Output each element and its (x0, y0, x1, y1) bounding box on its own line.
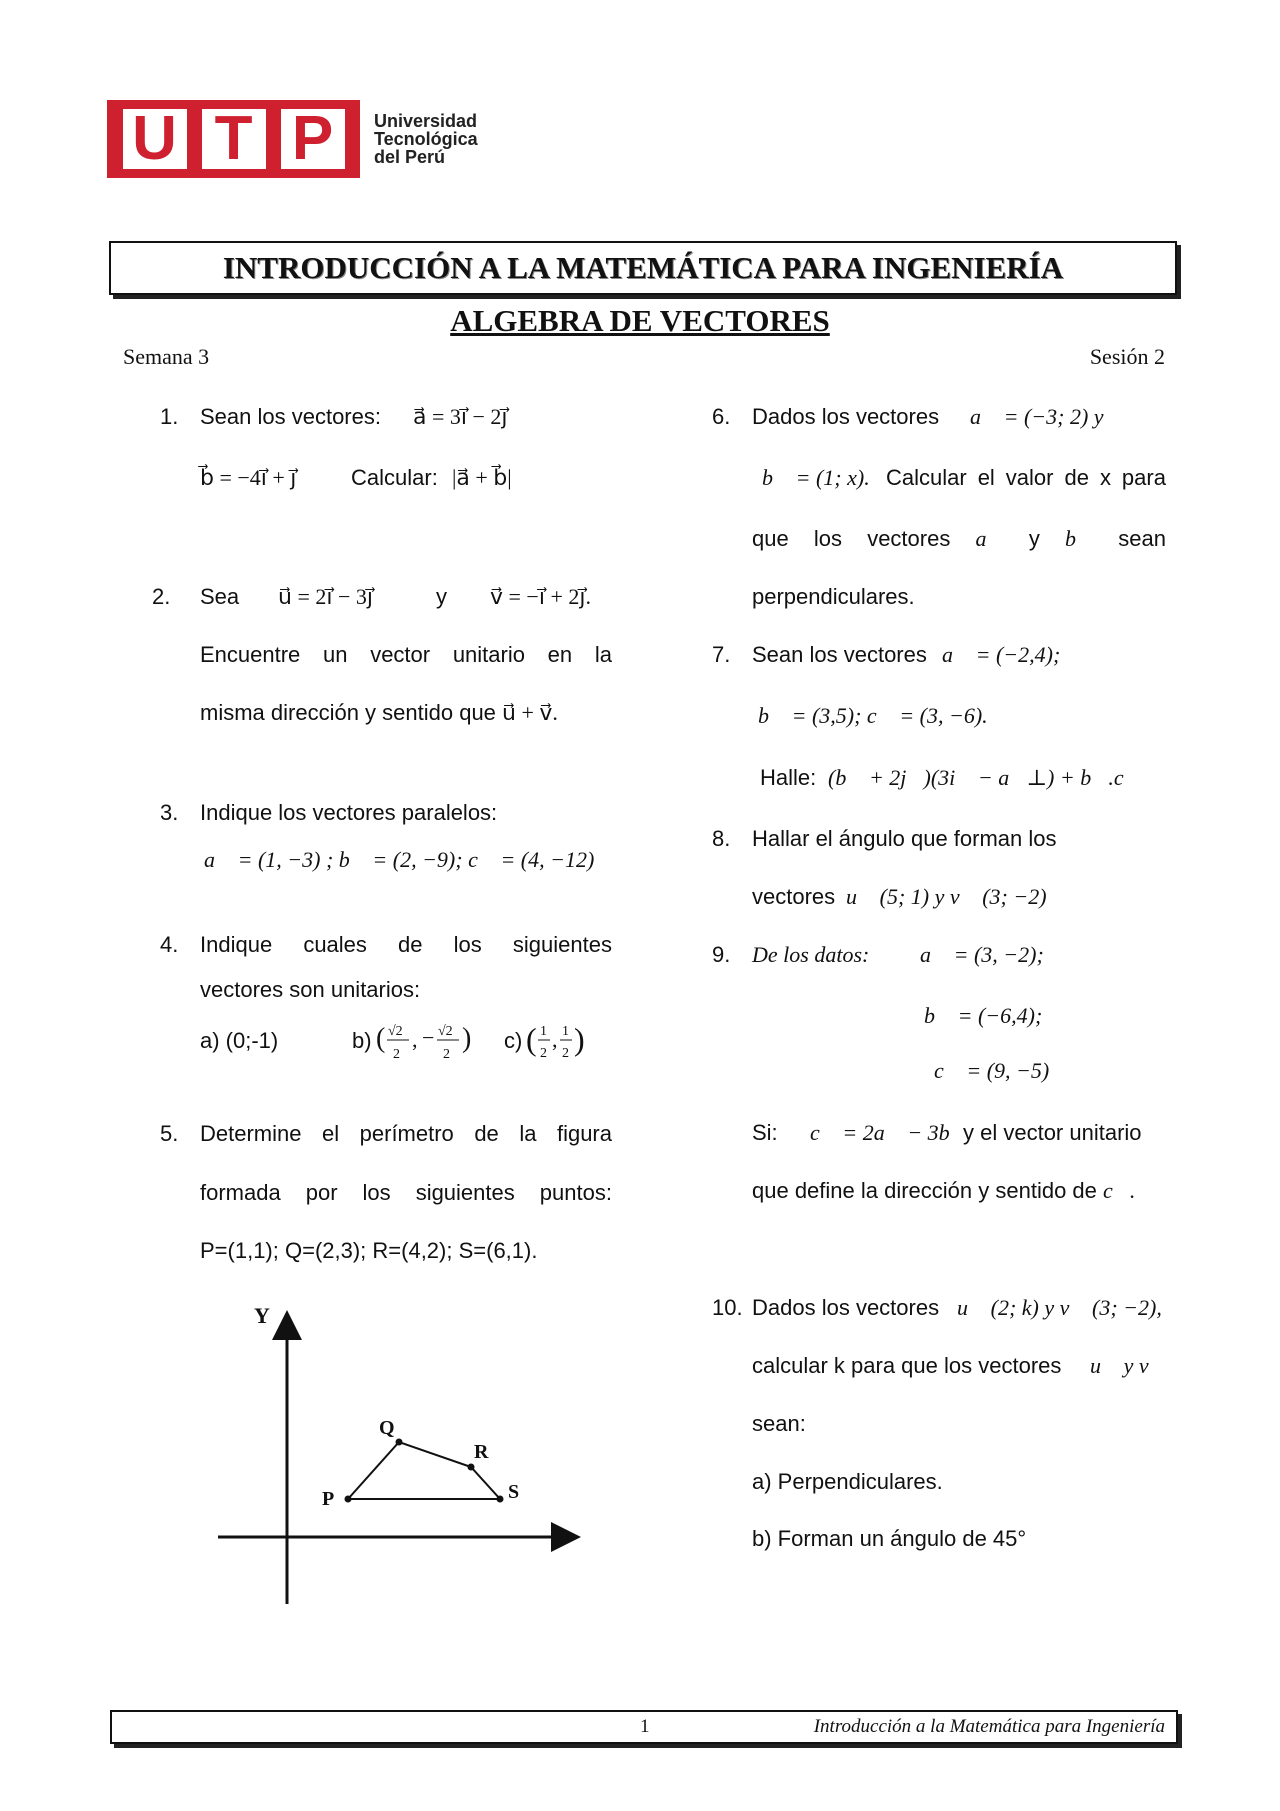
problem-9-rest: y el vector unitario (963, 1120, 1142, 1145)
problem-9-vector-c-end: c⃗. (1103, 1178, 1136, 1203)
problem-10-text: Dados los vectores (752, 1295, 940, 1320)
problem-4-line1 (200, 932, 612, 958)
word: de (474, 1121, 499, 1146)
word: la (519, 1121, 537, 1146)
logo-text (374, 112, 478, 166)
word: de (1064, 465, 1089, 490)
word: x (1099, 465, 1111, 490)
problem-1-text: Sean los vectores: (200, 404, 381, 429)
problem-10-number: 10. (712, 1295, 743, 1320)
logo-letter-t: T (202, 109, 266, 169)
word: unitario (452, 642, 525, 667)
svg-text:2: 2 (393, 1047, 400, 1062)
word: perímetro (359, 1121, 454, 1146)
svg-text:2: 2 (562, 1046, 569, 1061)
word: un (323, 642, 348, 667)
word: por (305, 1180, 338, 1205)
page-title: INTRODUCCIÓN A LA MATEMÁTICA PARA INGENIERÍA (222, 250, 1064, 285)
svg-text:√2: √2 (388, 1024, 403, 1039)
week-label: Semana 3 (123, 344, 210, 369)
svg-text:): ) (574, 1021, 585, 1057)
problem-4-fraction-c (526, 1014, 592, 1064)
problem-4-option-a: a) (0;-1) (200, 1028, 279, 1053)
problem-4-number: 4. (160, 932, 179, 957)
point-p (345, 1496, 352, 1503)
word: siguientes (512, 932, 612, 957)
problem-7-halle: Halle: (760, 765, 817, 790)
problem-1-vector-b: b⃗ = −4i⃗ + j⃗ (200, 465, 297, 490)
title-box (109, 241, 1177, 295)
problem-3-text: Indique los vectores paralelos: (200, 800, 498, 825)
word: de (398, 932, 423, 957)
footer-title: Introducción a la Matemática para Ingeniería (813, 1716, 1165, 1737)
problem-8-line2: vectores (752, 884, 836, 909)
problem-10-option-b: b) Forman un ángulo de 45° (752, 1526, 1027, 1551)
problem-2-vector-u: u⃗ = 2i⃗ − 3j⃗ (278, 584, 373, 609)
word: vectores (867, 526, 951, 551)
problem-10-vectors: u⃗ (2; k) y v⃗ (3; −2), (957, 1295, 1162, 1320)
word: siguientes (415, 1180, 515, 1205)
problem-9-vector-b: b⃗ = (−6,4); (924, 1003, 1043, 1028)
word: y (1028, 526, 1040, 551)
session-label: Sesión 2 (1089, 344, 1165, 369)
problem-2-number: 2. (152, 584, 171, 609)
word: formada (200, 1180, 281, 1205)
problem-9-vector-c: c⃗ = (9, −5) (934, 1058, 1050, 1083)
problem-8-vectors: u⃗ (5; 1) y v⃗ (3; −2) (846, 884, 1047, 909)
problem-2-vector-v: v⃗ = −i⃗ + 2j⃗. (490, 584, 591, 609)
problem-8-number: 8. (712, 826, 731, 851)
problem-7-number: 7. (712, 642, 731, 667)
problem-2-line3 (200, 700, 558, 726)
problem-7-text: Sean los vectores (752, 642, 927, 667)
logo-line3: del Perú (374, 147, 446, 167)
problem-6-vector-b: b⃗ = (1; x). (762, 465, 870, 490)
svg-text:2: 2 (540, 1046, 547, 1061)
problem-9-si: Si: (752, 1120, 778, 1145)
word: la (594, 642, 612, 667)
problem-7-vector-a: a⃗ = (−2,4); (942, 642, 1061, 667)
label-r: R (474, 1441, 489, 1463)
word: que (752, 526, 789, 551)
problem-10-line2: calcular k para que los vectores (752, 1353, 1062, 1378)
svg-text:,: , (412, 1027, 418, 1052)
problem-9-number: 9. (712, 942, 731, 967)
page-subtitle: ALGEBRA DE VECTORES (450, 303, 830, 338)
problem-5-line3: P=(1,1); Q=(2,3); R=(4,2); S=(6,1). (200, 1238, 538, 1263)
problem-2-sea: Sea (200, 584, 240, 609)
svg-text:(: ( (376, 1023, 386, 1054)
problem-4-option-c: c) (504, 1028, 523, 1053)
svg-text:1: 1 (540, 1024, 547, 1039)
word: cuales (303, 932, 367, 957)
problem-10-option-a: a) Perpendiculares. (752, 1469, 943, 1494)
word: Indique (200, 932, 273, 957)
word: los (362, 1180, 391, 1205)
word: Encuentre (200, 642, 301, 667)
problem-5-number: 5. (160, 1121, 179, 1146)
word: vector (370, 642, 431, 667)
problem-8-text: Hallar el ángulo que forman los (752, 826, 1057, 851)
problem-5-line1 (200, 1121, 612, 1147)
y-axis-label: Y (254, 1303, 270, 1328)
utp-logo (107, 100, 478, 178)
word: en (547, 642, 573, 667)
problem-1-magnitude: |a⃗ + b⃗| (452, 465, 512, 490)
svg-text:2: 2 (443, 1047, 450, 1062)
problem-6-number: 6. (712, 404, 731, 429)
problem-9-vector-a: a⃗ = (3, −2); (920, 942, 1044, 967)
svg-text:−: − (422, 1025, 435, 1050)
problem-1-vector-a: a⃗ = 3i⃗ − 2j⃗ (413, 404, 508, 429)
svg-text:): ) (462, 1023, 472, 1054)
svg-text:√2: √2 (438, 1024, 453, 1039)
problem-5-line2 (200, 1180, 612, 1206)
word: el (322, 1121, 340, 1146)
word: los (813, 526, 843, 551)
problem-9-line2-text: que define la dirección y sentido de (752, 1178, 1097, 1203)
problem-6-vector-a: a⃗ = (−3; 2) y (970, 404, 1104, 429)
svg-text:,: , (552, 1027, 558, 1052)
logo-line2: Tecnológica (374, 129, 478, 149)
vector-b: b⃗ (1064, 526, 1094, 551)
pqrs-figure (210, 1296, 590, 1616)
logo-block (107, 100, 360, 178)
problem-9-line2 (752, 1178, 1135, 1204)
problem-2-sum: u⃗ + v⃗. (502, 700, 558, 725)
logo-letter-u: U (123, 109, 187, 169)
problem-6-line2 (886, 465, 1166, 491)
logo-letter-p: P (281, 109, 345, 169)
word: para (1121, 465, 1166, 490)
problem-10-u-v: u⃗ y v⃗ (1090, 1353, 1166, 1378)
problem-4-option-b: b) (352, 1028, 372, 1053)
word: Determine (200, 1121, 302, 1146)
problem-9-datos: De los datos: (752, 942, 870, 967)
problem-10-line3: sean: (752, 1411, 806, 1436)
page-number: 1 (640, 1716, 650, 1737)
problem-9-equation: c⃗ = 2a⃗ − 3b⃗ (810, 1120, 967, 1145)
word: figura (556, 1121, 612, 1146)
problem-3-number: 3. (160, 800, 179, 825)
problem-1-calc: Calcular: (351, 465, 438, 490)
problem-2-y: y (436, 584, 447, 609)
label-s: S (508, 1481, 520, 1503)
word: puntos: (539, 1180, 612, 1205)
problem-4-line2: vectores son unitarios: (200, 977, 421, 1002)
label-p: P (322, 1488, 335, 1510)
problem-6-line3 (752, 526, 1166, 552)
word: el (977, 465, 995, 490)
point-s (497, 1496, 504, 1503)
problem-6-text: Dados los vectores (752, 404, 940, 429)
problem-2-line2 (200, 642, 612, 668)
problem-2-line3-text: misma dirección y sentido que (200, 700, 496, 725)
logo-line1: Universidad (374, 111, 478, 131)
svg-text:1: 1 (562, 1024, 569, 1039)
svg-text:(: ( (526, 1021, 537, 1057)
point-r (468, 1464, 475, 1471)
word: valor (1005, 465, 1054, 490)
problem-6-line4: perpendiculares. (752, 584, 915, 609)
label-q: Q (379, 1417, 395, 1439)
word: los (453, 932, 482, 957)
problem-7-vectors-bc: b⃗ = (3,5); c⃗ = (3, −6). (758, 703, 988, 728)
problem-4-fraction-b (376, 1014, 476, 1064)
problem-1-number: 1. (160, 404, 179, 429)
word: sean (1118, 526, 1166, 551)
word: Calcular (886, 465, 967, 490)
point-q (396, 1439, 403, 1446)
problem-3-vectors: a⃗ = (1, −3) ; b⃗ = (2, −9); c⃗ = (4, −12) (204, 847, 595, 872)
vector-a: a⃗ (975, 526, 1004, 551)
problem-7-expression: (b⃗ + 2j⃗)(3i⃗ − a⃗⊥) + b⃗.c⃗ (828, 765, 1141, 790)
